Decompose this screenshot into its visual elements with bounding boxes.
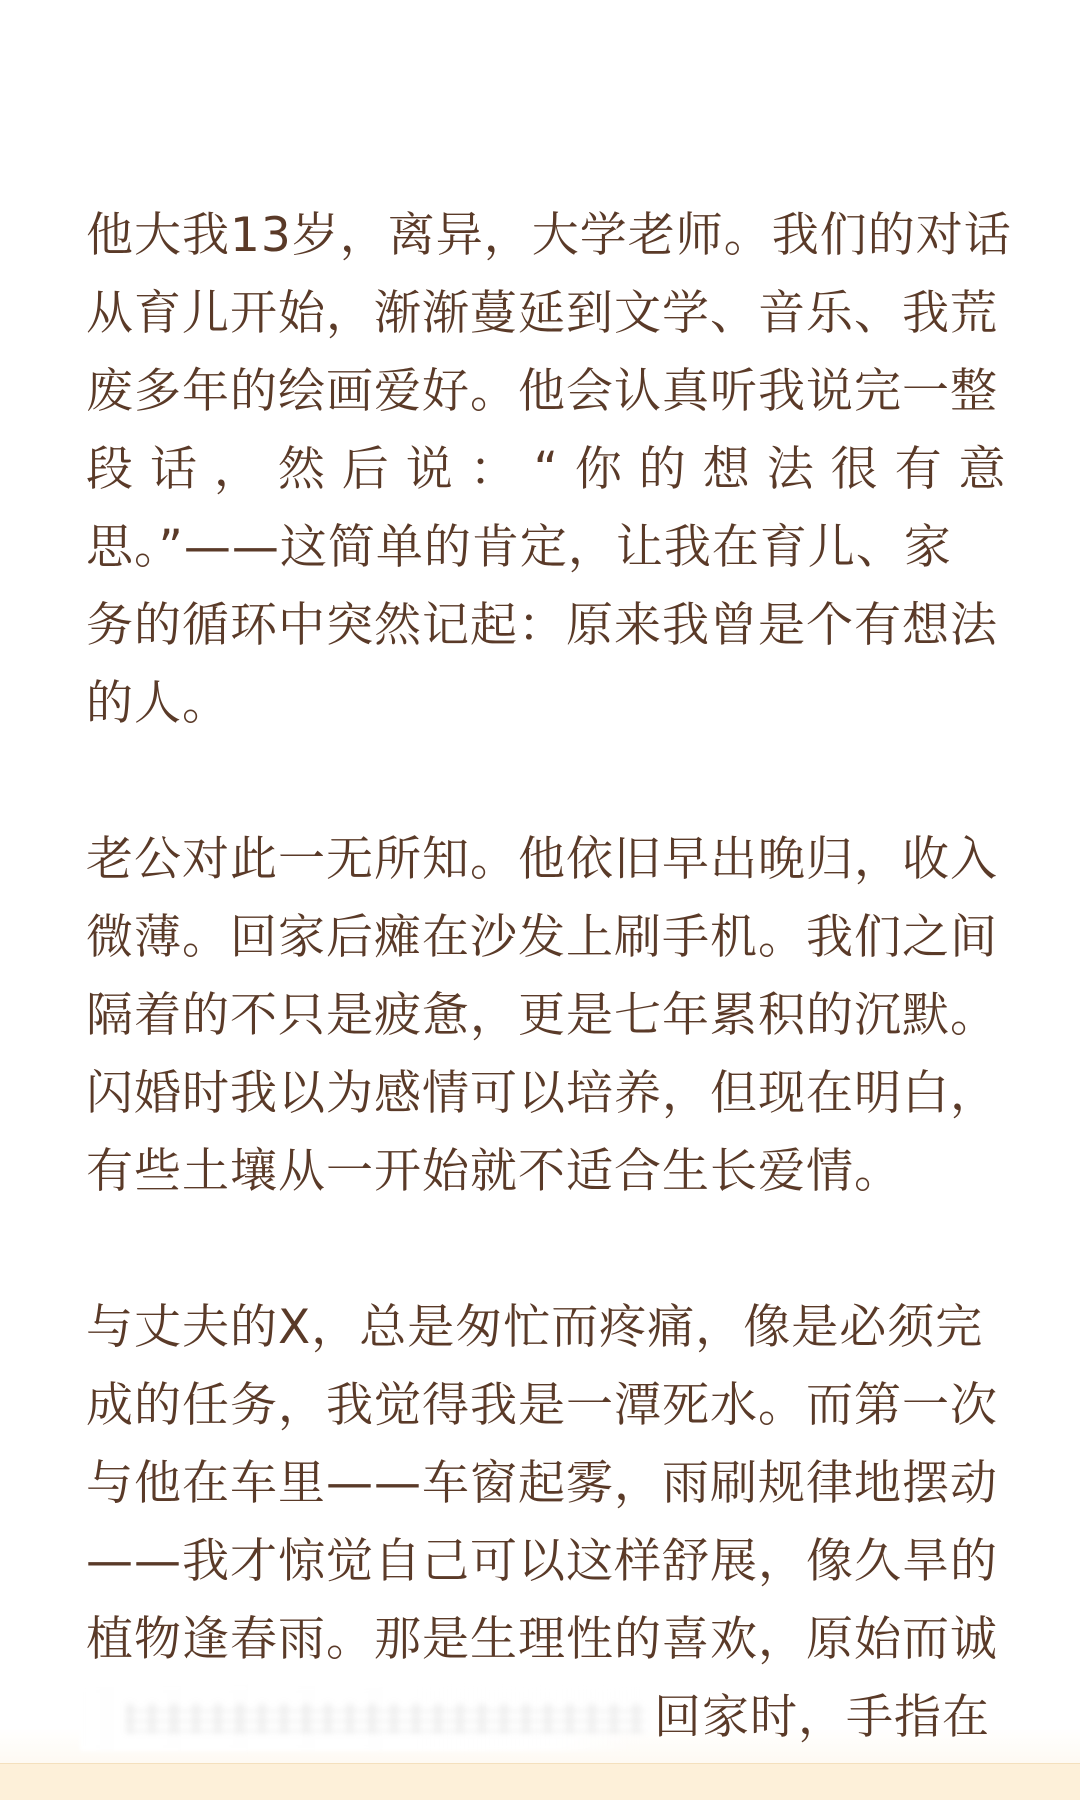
text-line: 与他在车里——车窗起雾，雨刷规律地摆动 (86, 1456, 998, 1511)
text-line: 段 话 ， 然 后 说 ： “ 你 的 想 法 很 有 意 (86, 442, 1007, 497)
text-line: 有些土壤从一开始就不适合生长爱情。 (86, 1144, 902, 1199)
text-line: 闪婚时我以为感情可以培养，但现在明白， (86, 1066, 998, 1121)
text-line: 老公对此一无所知。他依旧早出晚归，收入 (86, 832, 998, 887)
text-line: 微薄。回家后瘫在沙发上刷手机。我们之间 (86, 910, 998, 965)
paragraph-1 (86, 197, 1012, 743)
text-line: 成的任务，我觉得我是一潭死水。而第一次 (86, 1378, 998, 1433)
text-line: 植物逢春雨。那是生理性的喜欢，原始而诚 (86, 1612, 998, 1667)
text-line: 思。”——这简单的肯定，让我在育儿、家 (86, 520, 952, 575)
text-line: 他大我13岁，离异，大学老师。我们的对话 (86, 208, 1012, 263)
text-line: 的人。 (86, 676, 230, 731)
paragraph-2 (86, 821, 996, 1211)
text-line: 与丈夫的X，总是匆忙而疼痛，像是必须完 (86, 1300, 984, 1355)
text-line: 务的循环中突然记起：原来我曾是个有想法 (86, 598, 998, 653)
partial-text: 回家时，手指在 (654, 1690, 990, 1745)
blurred-text-line (86, 1679, 996, 1757)
text-line: 从育儿开始，渐渐蔓延到文学、音乐、我荒 (86, 286, 998, 341)
text-line: 隔着的不只是疲惫，更是七年累积的沉默。 (86, 988, 998, 1043)
text-line: ——我才惊觉自己可以这样舒展，像久旱的 (86, 1534, 998, 1589)
paragraph-3 (86, 1289, 996, 1757)
text-line: 废多年的绘画爱好。他会认真听我说完一整 (86, 364, 998, 419)
article-body (86, 197, 1012, 1757)
blur-texture (126, 1703, 646, 1733)
bottom-fade-band (0, 1763, 1080, 1800)
